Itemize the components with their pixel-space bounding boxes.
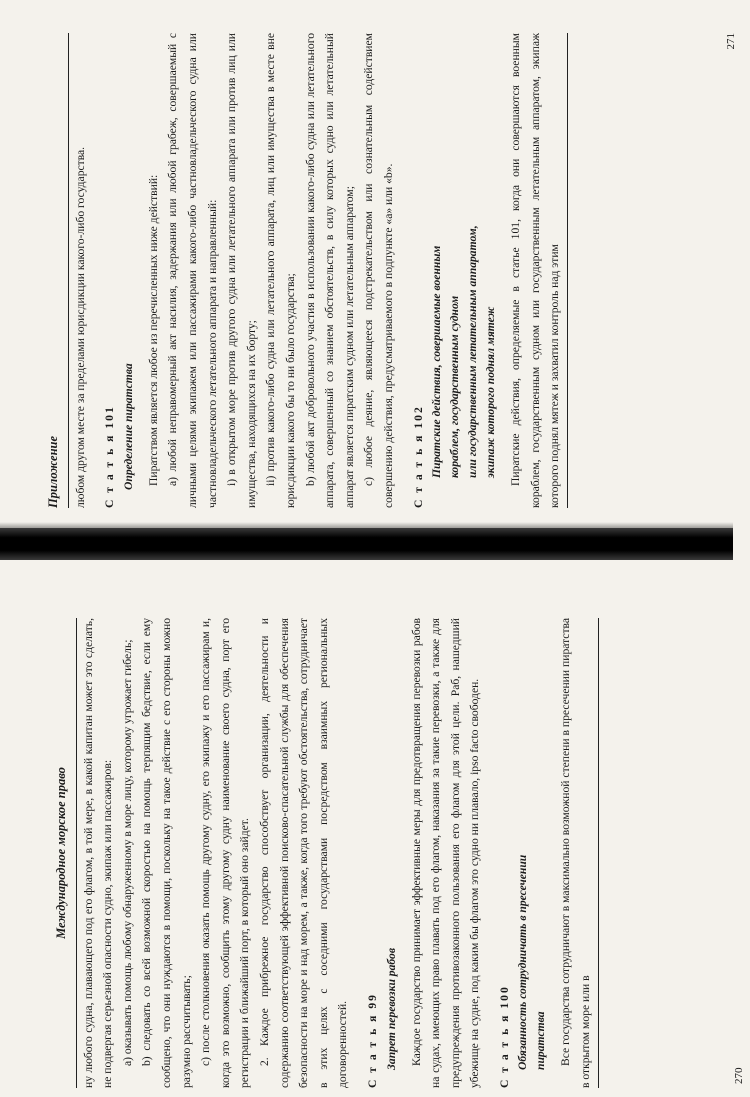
- paragraph: c) любое деяние, являющееся подстрекательством или сознательным содействием совершению действия, предусматриваемого в подпункте «a» или «b».: [362, 33, 395, 508]
- article-heading: С т а т ь я 101: [103, 405, 117, 508]
- paragraph: i) в открытом море против другого судна или летательного аппарата или против лиц или имущества, находящихся на их борту;: [225, 33, 258, 508]
- paragraph: c) после столкновения оказать помощь другому судну, его экипажу и его пассажирам и, когда это возможно, сообщить этому другому судну наименование своего судна, порт его регистрации и ближайший порт, в который оно зайдет.: [199, 618, 252, 1088]
- paragraph: любом другом месте за пределами юрисдикции какого-либо государства.: [73, 146, 87, 508]
- paragraph: Пиратством является любое из перечисленных ниже действий:: [146, 174, 160, 486]
- article-heading: С т а т ь я 100: [497, 985, 511, 1088]
- article-heading: С т а т ь я 99: [365, 993, 379, 1088]
- book-spine: [0, 528, 733, 560]
- page-271-content: [42, 33, 738, 508]
- title-line: Пиратские действия, совершаемые военным: [430, 245, 444, 478]
- running-head: Приложение: [42, 33, 69, 508]
- paragraph: Пиратские действия, определяемые в статье 101, когда они совершаются военным кораблем, государственным судном или государственным летательным аппаратом, экипаж которого поднял мятеж и захватил контроль над этим: [509, 33, 562, 508]
- article-title: [428, 33, 500, 508]
- paragraph: b) следовать со всей возможной скоростью на помощь терпящим бедствие, если ему сообщено, что они нуждаются в помощи, поскольку на такое действие с его стороны можно разумно рассчитывать;: [140, 618, 193, 1088]
- paragraph: Все государства сотрудничают в максимально возможной степени в пресечении пиратства в открытом море или в: [559, 618, 593, 1088]
- title-line: или государственным летательным аппаратом,: [466, 225, 480, 478]
- paragraph: ну любого судна, плавающего под его флагом, в той мере, в какой капитан может это сделать, не подвергая серьезной опасности судно, экипаж или пассажиров:: [81, 618, 115, 1088]
- article-title: Определение пиратства: [121, 363, 135, 490]
- paragraph: Каждое государство принимает эффективные меры для предотвращения перевозки рабов на судах, имеющих право плавать под его флагом, наказания за такие перевозки, а также для предупреждения противозаконного пользования его флагом для этой цели. Раб, нашедший убежище на судне, под каким бы флагом это судно ни плавало, ipso facto свободен.: [409, 618, 482, 1088]
- title-line: экипаж которого поднял мятеж: [484, 306, 498, 478]
- title-line: Обязанность сотрудничать в пресечении: [516, 854, 530, 1070]
- page-271: [0, 0, 738, 528]
- page-number: 270: [733, 1067, 746, 1084]
- running-head: Международное морское право: [50, 618, 77, 1088]
- page-270: [0, 570, 746, 1097]
- paragraph: a) любой неправомерный акт насилия, задержания или любой грабеж, совершаемый с личными целями экипажем или пассажирами какого-либо частновладельческого судна или частновладельческого летательного аппарата и направленный:: [166, 33, 219, 508]
- page-270-content: [50, 618, 746, 1088]
- article-heading: С т а т ь я 102: [411, 405, 425, 508]
- paragraph: ii) против какого-либо судна или летательного аппарата, лиц или имущества в месте вне юрисдикции какого бы то ни было государства;: [264, 33, 297, 508]
- article-title: Запрет перевозки рабов: [384, 947, 398, 1070]
- paragraph: a) оказывать помощь любому обнаруженному в море лицу, которому угрожает гибель;: [120, 639, 134, 1066]
- page-number: 271: [725, 33, 738, 50]
- paragraph: 2. Каждое прибрежное государство способствует организации, деятельности и содержанию соответствующей эффективной поисково-спасательной службы для обеспечения безопасности на море и над морем, а также, когда того требуют обстоятельства, сотрудничает в этих целях с соседними государствами посредством взаимных региональных договоренностей.: [257, 618, 350, 1088]
- article-title: [514, 618, 550, 1088]
- title-line: пиратства: [534, 1011, 548, 1070]
- title-line: кораблем, государственным судном: [448, 295, 462, 478]
- paragraph: b) любой акт добровольного участия в использовании какого-либо судна или летательного аппарата, совершенный со знанием обстоятельств, в силу которых судно или летательный аппарат является пиратским судном или летательным аппаратом;: [303, 33, 356, 508]
